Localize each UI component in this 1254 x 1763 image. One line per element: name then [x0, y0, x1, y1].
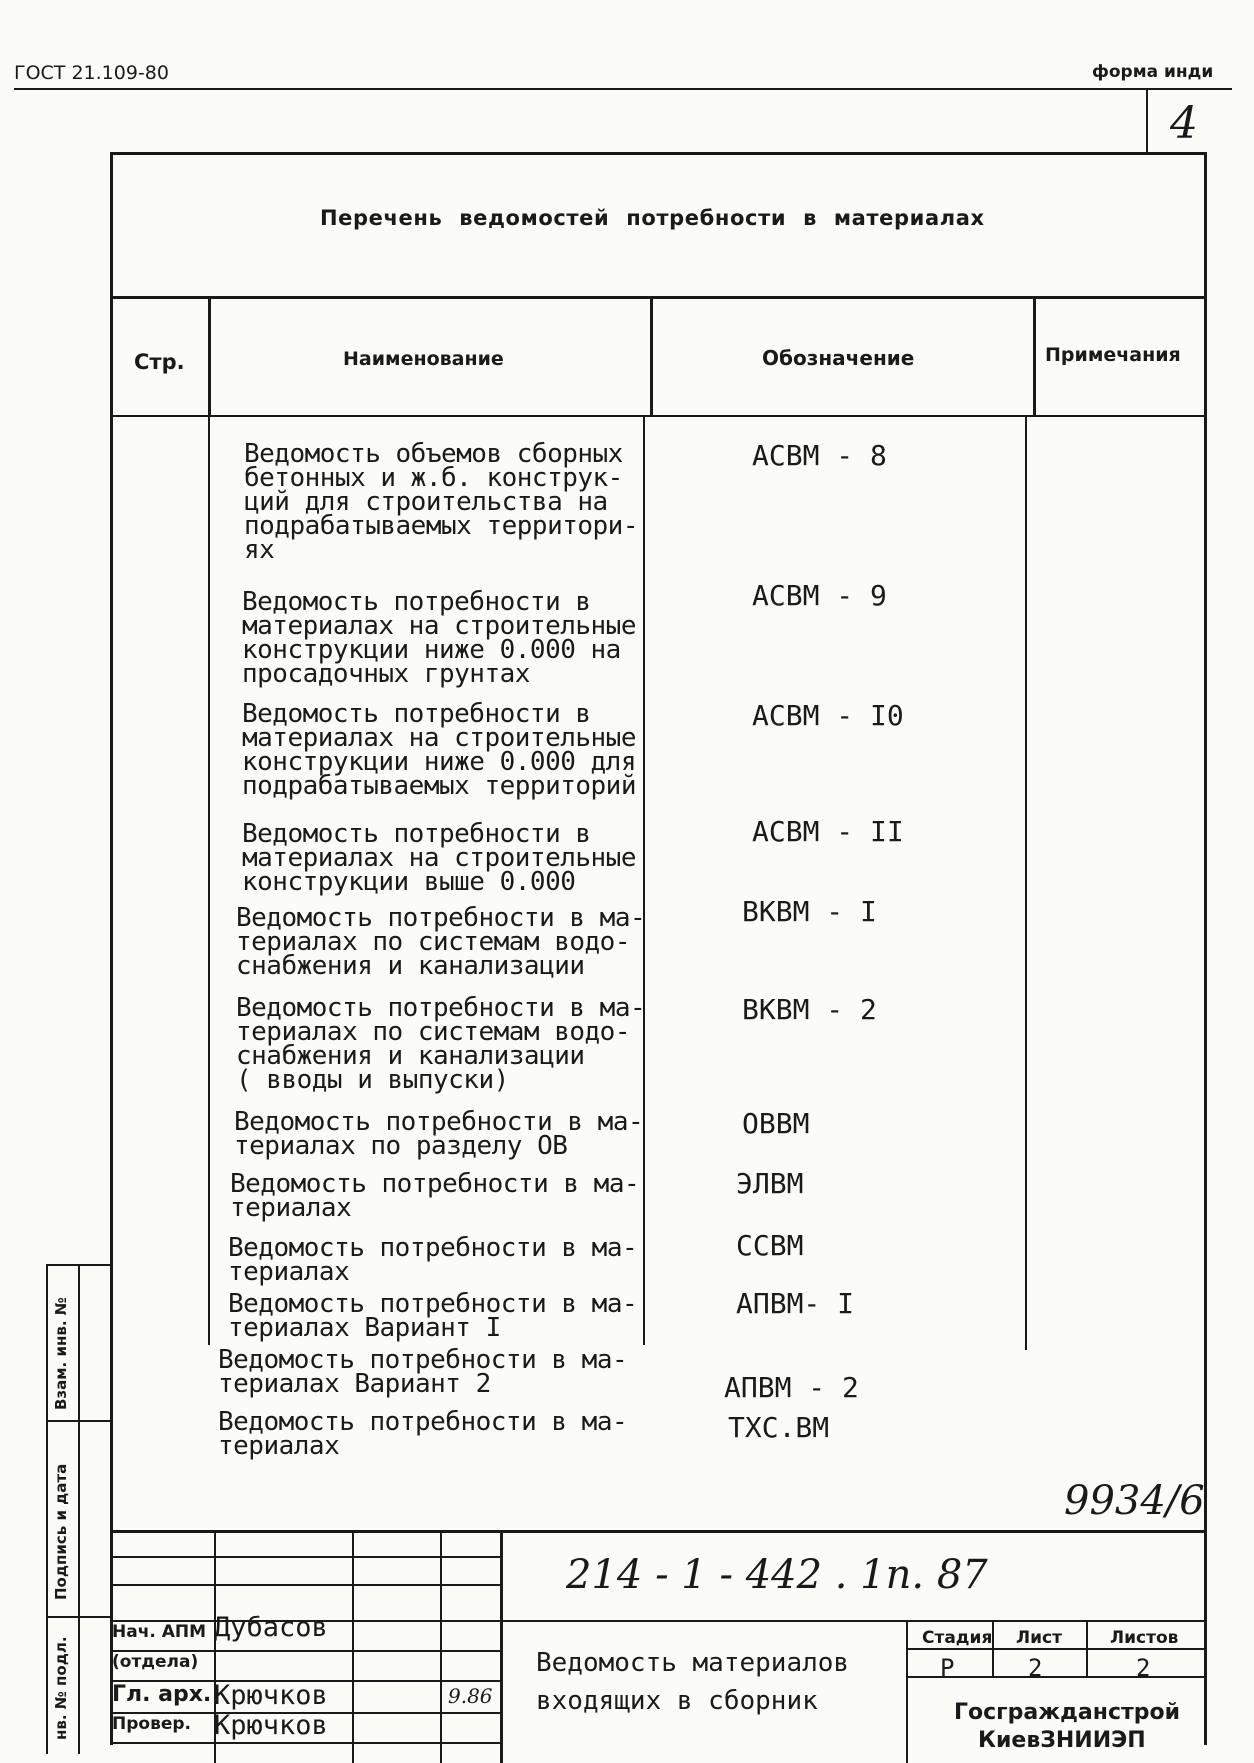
- header-top-rule: [110, 296, 1206, 299]
- list-item-code: АСВМ - 8: [752, 439, 887, 472]
- stamp-col-3: [440, 1530, 442, 1763]
- list-item-name: Ведомость потребности в ма- териалах по системам водо- снабжения и канализации: [236, 903, 646, 981]
- side-strip-sep-2: [46, 1616, 112, 1618]
- stamp-organization-sub: КиевЗНИИЭП: [978, 1728, 1146, 1748]
- list-item-code: ЭЛВМ: [736, 1167, 804, 1200]
- body-col-2: [643, 415, 645, 1345]
- page-number: 4: [1170, 98, 1198, 149]
- stamp-role-label: Провер.: [112, 1714, 191, 1734]
- stamp-role-date: 9.86: [448, 1684, 493, 1708]
- stamp-stage: Р: [940, 1654, 955, 1682]
- stamp-role-name: Крючков: [214, 1710, 328, 1741]
- header-page: Стр.: [134, 350, 185, 374]
- table-title: Перечень ведомостей потребности в материалах: [320, 206, 985, 230]
- list-item-code: АПВМ - 2: [724, 1371, 859, 1404]
- list-item-name: Ведомость объемов сборных бетонных и ж.б. конструк- ций для строительства на подрабатываемых территори- ях: [244, 439, 638, 565]
- list-item-name: Ведомость потребности в ма- териалах по разделу ОВ: [234, 1107, 644, 1161]
- header-name: Наименование: [343, 348, 504, 370]
- stamp-document-title: Ведомость материалов входящих в сборник: [536, 1648, 850, 1716]
- list-item-code: ВКВМ - I: [742, 895, 877, 928]
- list-item-code: АСВМ - II: [752, 815, 904, 848]
- list-item-code: ВКВМ - 2: [742, 993, 877, 1026]
- stamp-row-1: [110, 1556, 502, 1558]
- list-item-name: Ведомость потребности в ма- териалах Вариант 2: [218, 1345, 628, 1399]
- form-label: форма инди: [1092, 62, 1214, 82]
- frame-top: [110, 152, 1206, 155]
- stamp-top: [110, 1530, 1206, 1533]
- stamp-info-row-1: [906, 1648, 1206, 1650]
- stamp-info-col-2: [1086, 1620, 1088, 1678]
- list-item-name: Ведомость потребности в ма- териалах: [228, 1233, 638, 1287]
- list-item-name: Ведомость потребности в ма- териалах: [230, 1169, 640, 1223]
- list-item-code: ТХС.ВМ: [728, 1411, 830, 1444]
- stamp-role-name: Дубасов: [214, 1612, 328, 1643]
- side-strip-outer: [46, 1264, 48, 1754]
- sheet-code: 9934/6: [1064, 1478, 1205, 1524]
- col-divider-3: [1033, 296, 1036, 417]
- stamp-role-label: Нач. АПМ: [112, 1622, 207, 1642]
- stamp-stage-label: Стадия: [922, 1628, 993, 1648]
- list-item-code: ССВМ: [736, 1229, 804, 1262]
- list-item-name: Ведомость потребности в материалах на строительные конструкции выше 0.000: [242, 819, 636, 897]
- stamp-sheet: 2: [1028, 1654, 1043, 1682]
- header-bottom-rule: [110, 415, 1206, 417]
- body-col-1: [208, 415, 210, 1345]
- standard-label: ГОСТ 21.109-80: [14, 62, 169, 84]
- header-designation: Обозначение: [762, 346, 915, 370]
- side-label-swap: Взам. инв. №: [52, 1297, 70, 1410]
- stamp-sheets: 2: [1136, 1654, 1151, 1682]
- side-strip-divider: [78, 1264, 80, 1754]
- list-item-name: Ведомость потребности в материалах на строительные конструкции ниже 0.000 на просадочных грунтах: [242, 587, 636, 689]
- col-divider-2: [650, 296, 653, 417]
- side-strip-top: [46, 1264, 112, 1266]
- list-item-name: Ведомость потребности в ма- териалах Вариант I: [228, 1289, 638, 1343]
- header-notes: Примечания: [1045, 344, 1181, 366]
- stamp-col-2: [352, 1530, 354, 1763]
- body-col-3: [1025, 415, 1027, 1350]
- side-label-sign: Подпись и дата: [52, 1463, 70, 1600]
- list-item-code: АСВМ - 9: [752, 579, 887, 612]
- stamp-role-label: Гл. арх.: [112, 1682, 212, 1707]
- stamp-organization: Госгражданстрой: [954, 1700, 1181, 1725]
- list-item-name: Ведомость потребности в ма- териалах по системам водо- снабжения и канализации ( вводы и выпуски): [236, 993, 646, 1095]
- stamp-sheet-label: Лист: [1016, 1628, 1062, 1648]
- stamp-info-left: [906, 1620, 908, 1763]
- stamp-sheets-label: Листов: [1110, 1628, 1179, 1648]
- stamp-col-4: [500, 1530, 503, 1763]
- top-rule: [14, 88, 1232, 90]
- list-item-name: Ведомость потребности в материалах на строительные конструкции ниже 0.000 для подрабатываемых территорий: [242, 699, 636, 801]
- page-number-box-left: [1146, 88, 1148, 152]
- side-strip-sep-1: [46, 1420, 112, 1422]
- stamp-row-7: [110, 1742, 502, 1744]
- list-item-name: Ведомость потребности в ма- териалах: [218, 1407, 628, 1461]
- frame-left: [110, 152, 113, 1745]
- stamp-role-label: (отдела): [112, 1652, 199, 1672]
- list-item-code: ОВВМ: [742, 1107, 810, 1140]
- col-divider-1: [208, 296, 211, 417]
- list-item-code: АПВМ- I: [736, 1287, 855, 1320]
- stamp-role-name: Крючков: [214, 1680, 328, 1711]
- list-item-code: АСВМ - I0: [752, 699, 904, 732]
- side-label-inv: нв. № подл.: [52, 1636, 70, 1740]
- project-code: 214 - 1 - 442 . 1п. 87: [566, 1552, 988, 1598]
- stamp-row-2: [110, 1584, 502, 1586]
